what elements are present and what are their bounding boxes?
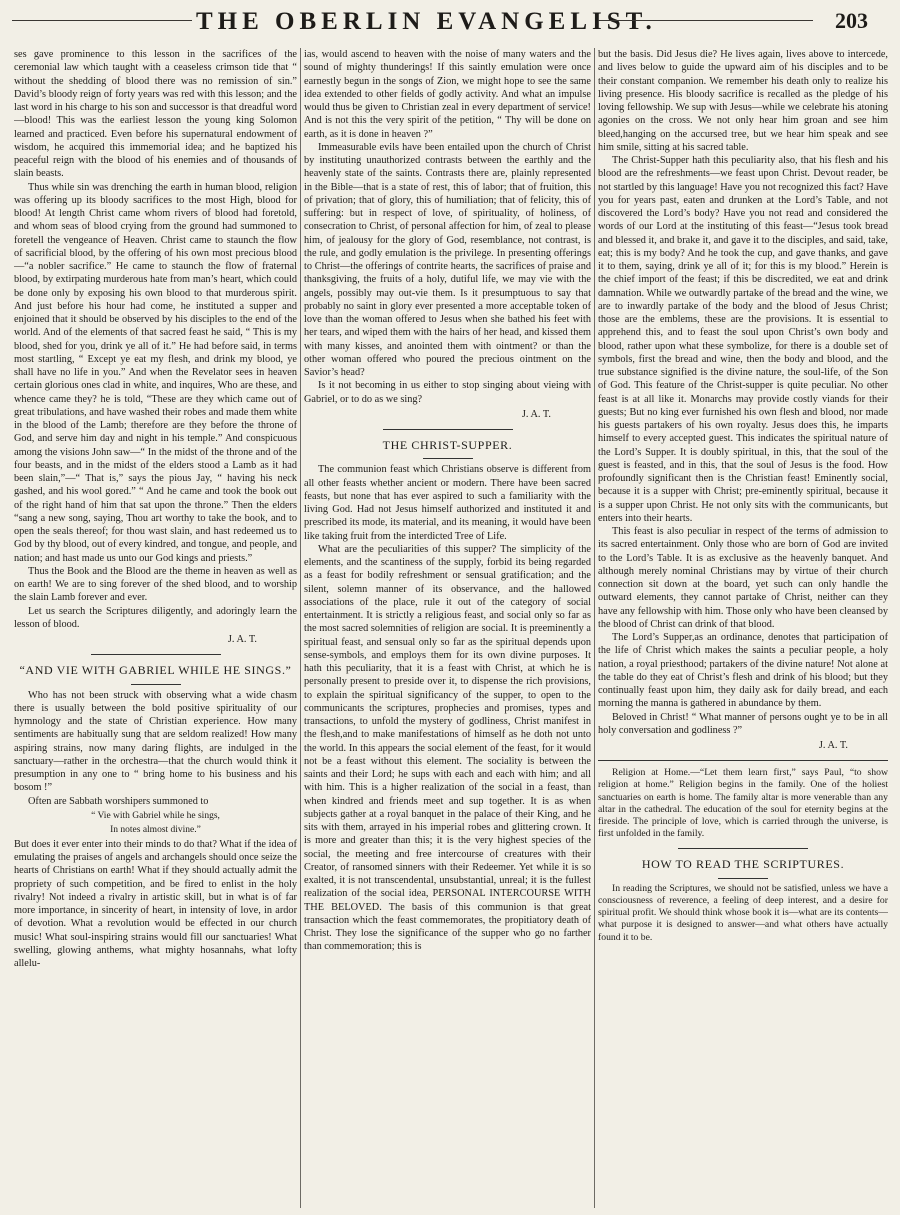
article-paragraph: Religion at Home.—“Let them learn first,” says Paul, “to show religion at home.” Religion begins in the family. One of the holiest sanctuaries on earth is home. The family altar is more venerable than any altar in the cathedral. The education of the soul for eternity begins at the fireside. The principle of love, which is carried through the universe, is first unfolded in the family. <box>598 767 888 840</box>
author-signature: J. A. T. <box>227 634 257 645</box>
masthead-title: THE OBERLIN EVANGELIST. <box>196 8 657 35</box>
article-paragraph: What are the peculiarities of this supper? The simplicity of the elements, and the scantiness of the supply, forbid its being regarded as a feast for bodily refreshment or sensual gratification; and the silent, solemn manner of its observance, and the hallowed associations of the place, rule it out of the category of social entertainment. It is strictly a religious feast, and social only so far as the most sacred solemnities of religion are social. It is preeminently a spiritual feast, and sensual only so far as the spiritual depends upon sense-symbols, and employs them for its own divine purposes. It hath this peculiarity, that it is a feast with Christ, at which he is personally present to preside over it, to dispense the rich provisions, to explain the spiritual significancy of the supper, to open to the communicants the scriptures, prophecies and promises, types and transactions, to unfold the mystery of godliness, Christ manifest in the flesh,and to make manifestations of himself as he doth not unto the world. In this appears the social element of the feast, for it would not be a feast without this element. The sociality is between the saints and their Lord; he sups with each and each with him; and all with him. This is a higher realization of the social in a feast, than when kindred and friends meet and sup together. It is as when subjects gather at a royal banquet in the palace of their King, and he sits with them, arrayed in his imperial robes and glittering crown. It is more and greater than this; it is the very highest species of the social, the meeting and free intercourse of creatures with their Creator, of ransomed sinners with their Redeemer. Yet while it is so exalted, it is not transcendental, unsubstantial, unreal; it is the fullest realization of the social idea, PERSONAL INTERCOURSE WITH THE BELOVED. The basis of this communion is that great transaction which the feast commemorates, the propitiatory death of Christ. They lose the significance of the supper who go no farther than commemoration; this is <box>304 543 591 953</box>
article-paragraph: The Lord’s Supper,as an ordinance, denotes that participation of the life of Christ which makes the saints a peculiar people, a holy nation, a royal priesthood; partakers of the divine nature! Not alone at the table do they eat of Christ’s flesh and drink of his blood; but they continually feast upon him, they daily ask for daily bread, and each morning the manna is gathered in abundance by them. <box>598 632 888 710</box>
article-paragraph: Let us search the Scriptures diligently, and adoringly learn the lesson of blood. <box>14 605 297 630</box>
section-divider <box>383 429 513 430</box>
masthead-rule-left <box>12 20 192 21</box>
heading-rule <box>131 684 181 685</box>
article-paragraph: Who has not been struck with observing what a wide chasm there is usually between the bold positive spirituality of our hymnology and the state of Christian experience. How many sentiments are habitually sung that are seldom realized! How many aspiring strains, now many daring flights, are indulged in the sanctuary—rather in the orchestra—that the church would think it presumption in any one to “ bring home to his business and his bosom !” <box>14 689 297 794</box>
column-divider-1 <box>300 48 301 1208</box>
hymn-verse-line: In notes almost divine.” <box>110 824 201 835</box>
article-paragraph: Is it not becoming in us either to stop singing about vieing with Gabriel, or to do as we sing? <box>304 380 591 405</box>
article-heading: THE CHRIST-SUPPER. <box>382 438 513 452</box>
article-paragraph: This feast is also peculiar in respect of the terms of admission to its sacred entertainment. Only those who are born of God are invited to the Lord’s Table. It is as exclusive as the heavenly banquet. And although merely nominal Christians may by virtue of their church connection sit down at the board, yet such can only handle the outward elements, they cannot partake of Christ, neither can they have any fellowship with him. Those only who have been cleansed by the blood of Christ can drink of that blood. <box>598 526 888 630</box>
section-divider <box>678 848 808 849</box>
article-paragraph: Beloved in Christ! “ What manner of persons ought ye to be in all holy conversation and godliness ?” <box>598 711 888 736</box>
article-paragraph: ias, would ascend to heaven with the noise of many waters and the sound of mighty thunderings! If this saintly emulation were once earnestly begun in the songs of Zion, we might hope to see the same idea extended to other fields of godly activity. And what an impulse would thus be given to Christian zeal in every department of service! And is not this the very spirit of the petition, “ Thy will be done on earth, as it is done in heaven ?” <box>304 49 591 140</box>
article-paragraph: In reading the Scriptures, we should not be satisfied, unless we have a consciousness of reverence, a feeling of deep interest, and a desire for spiritual profit. We should think whose book it is—what are its contents—what purpose it is designed to answer—and what others have actually found it to be. <box>598 882 888 943</box>
article-paragraph: Often are Sabbath worshipers summoned to <box>28 795 209 807</box>
article-paragraph: But does it ever enter into their minds to do that? What if the idea of emulating the praises of angels and archangels should once seize the hearts of Christians on earth! What if they should actually admit the propriety of such competition, and be fired to enlist in the holy rivalry! Not indeed a rivalry in artistic skill, but in what is of far more importance, in sincerity of heart, in intensity of love, in ardor of devotion. What a revolution would be effected in our church music! What soul-inspiring strains would fill our sanctuaries! What swelling, glowing anthems, what mighty hosannahs, what lofty allelu- <box>14 838 297 969</box>
column-1 <box>14 48 297 1208</box>
column-2 <box>304 48 591 1208</box>
article-paragraph: ses gave prominence to this lesson in the sacrifices of the ceremonial law which taught with a ceaseless crimson tide that “ without the shedding of blood there was no remission of sin.” David’s bloody reign of forty years was red with this lesson; and the last word in his charge to his son and successor is that dreadful word—blood! This was the earliest lesson the young king Solomon learned and practiced. Even before his supernatural endowment of wisdom, he acquired this immemorial idea; and he baptized his peaceful reign with the blood of his enemies and of thousands of slain beasts. <box>14 49 297 180</box>
heading-rule <box>423 458 473 459</box>
article-paragraph: The communion feast which Christians observe is different from all other feasts whether ancient or modern. There have been sacred feasts, but none that has ever aspired to such a familiarity with the living God. Had not Jesus himself authorized and instituted it and prescribed its mode, its material, and its meaning, it would have been like taking fruit from the interdicted Tree of Life. <box>304 464 591 542</box>
column-3 <box>598 48 888 1208</box>
hymn-verse-line: “ Vie with Gabriel while he sings, <box>91 810 220 821</box>
article-paragraph: but the basis. Did Jesus die? He lives again, lives above to intercede, and lives below to guide the upward aim of his disciples and to be their constant companion. We remember his death only to realize his living presence. His bloody sacrifice is recalled as the pledge of his loving fellowship. We sup with Jesus—while we celebrate his atoning agonies on the cross. We not only hear him groan and see him bleed,hanging on the accursed tree, but we hear him speak and see him smile, sitting at his sacred table. <box>598 49 888 153</box>
section-divider <box>91 654 221 655</box>
page-number: 203 <box>835 8 868 33</box>
author-signature: J. A. T. <box>521 408 551 420</box>
column-divider-2 <box>594 48 595 1208</box>
article-paragraph: Thus the Book and the Blood are the theme in heaven as well as on earth! We are to sing forever of the shed blood, and to worship the slain Lamb forever and ever. <box>14 565 297 604</box>
article-heading: HOW TO READ THE SCRIPTURES. <box>641 857 845 872</box>
heading-rule <box>718 878 768 879</box>
article-paragraph: Thus while sin was drenching the earth in human blood, religion was offering up its bloody sacrifices to the most High, blood for blood! At length Christ came whom rivers of blood had foretold, and whom seas of blood crying from the ground had summoned to foretell the vengeance of Heaven. Christ came to staunch the flow of sacrificial blood, by the offering of his own most precious blood—“a nobler sacrifice.” He came to staunch the flow of fraternal blood, by extirpating murderous hate from man’s heart, which could be done only by exposing his own blood to that murderous spirit. And just before his hour had come, he instituted a supper and enjoined that it should be observed by his disciples to the end of the world. And of the elements of that sacred feast he said, “ This is my blood, shed for you, drink ye all of it.” He had before said, in terms most startling, “ Except ye eat my flesh, and drink my blood, ye shall have no life in you.” And when the Revelator sees in heaven certain glorious ones clad in white, and inquires, Who are these, and whence came they? he is told, “These are they which came out of great tribulations, and have washed their robes and made them white in the blood of the Lamb; therefore are they before the throne of God, and serve him day and night in his temple.” And conspicuous among the visions John saw—“ In the midst of the throne and of the four beasts, and in the midst of the elders stood a Lamb as it had been slain,”—“ That is,” says the pious Jay, “ having his neck gashed, and his wool gored.” “ And he came and took the book out of the right hand of him that sat upon the throne.” Then the elders “sang a new song, saying, Thou art worthy to take the book, and to open the seals thereof; for thou wast slain, and hast redeemed us to God by thy blood, out of every kindred, and tongue, and people, and nation; and hast made us unto our God kings and priests.” <box>14 181 297 564</box>
masthead-rule-right <box>598 20 813 21</box>
masthead <box>0 6 900 42</box>
article-heading: “AND VIE WITH GABRIEL WHILE HE SINGS.” <box>19 663 292 678</box>
article-paragraph: Immeasurable evils have been entailed upon the church of Christ by instituting unauthorized contrasts between the earthly and the heavenly state of the saints. Contrasts there are, plainly represented in the Bible—that is a state of rest, this of labor; that of fruition, this of privation; that of glory, this of humiliation; that of felicity, this of suffering: but in respect of love, of spirituality, of holiness, of consecration to Christ, of personal affection for him, of zeal to please him, of jealousy for the glory of God, resemblance, not contrast, is the rule, and godly emulation is the privilege. In presenting offerings to Christ—the offerings of contrite hearts, the sacrifices of praise and thanksgiving, the fruits of a holy, dutiful life, we may vie with the angels, possibly may out-vie them. Is it presumptuous to say that probably no saint in glory ever presented a more acceptable token of love than the woman offered to Jesus when she bathed his feet with her tears, and wiped them with the hairs of her head, and kissed them with many kisses, and anointed them with ointment? or than the other woman offered who poured the precious ointment on the Savior’s head? <box>304 141 591 378</box>
section-divider <box>598 760 888 761</box>
author-signature: J. A. T. <box>818 740 848 751</box>
article-paragraph: The Christ-Supper hath this peculiarity also, that his flesh and his blood are the refreshments—we feast upon Christ. Devout reader, be not startled by this language! Have you not recognized this fact? Have you for years past, eaten and drunken at the Lord’s Table, and not discovered the Lord’s body? Have you not read and considered the words of our Lord at the instituting of this feast—“Jesus took bread and blessed it, and brake it, and gave it to the disciples, and said, take, eat; this is my body? And he took the cup, and gave thanks, and gave it to them, saying, drink ye all of it; for this is my blood.” Herein is the chief import of the feast; if this be discredited, we eat and drink damnation. While we outwardly partake of the bread and the wine, we are to inwardly partake of the body and the blood of Jesus Christ; those are the emblems, these are the provisions. It is essential to apprehend this, and to feast the soul upon Christ’s own body and blood, rather upon what these symbolize, for there is a double set of symbols, first the bread and wine, then the body and blood, and the true substance signified is the divine nature, the soul-life, of the Son of God. This feature of the Christ-supper is quite peculiar. No other feast is at all like it. Monarchs may provide costly viands for their guests; But no king ever furnished his own flesh and blood, nor made his guests partakers of his own royalty. Jesus does this, he imparts himself to every accepted guest. This indicates the spiritual nature of the Lord’s Supper. It is doubly spiritual, in this, that the soul of the guest is feasted, and in this, that the soul of Jesus is the food. How profoundly significant then is the Christian feast! Eminently social, because it is a supper with Christ; pre-eminently spiritual, because it is a supper upon Christ. He not only sits with the communicants, but enters into their hearts. <box>598 155 888 524</box>
